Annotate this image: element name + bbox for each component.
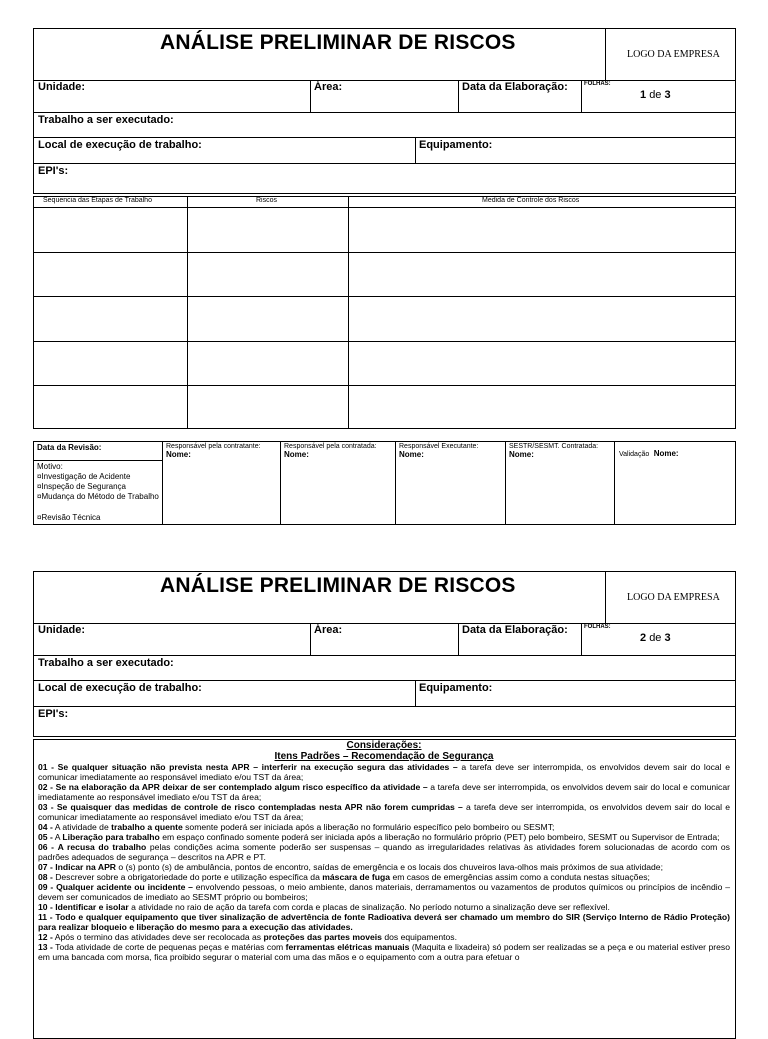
area-label: Área:: [314, 81, 343, 93]
steps-table: [33, 196, 736, 429]
consideracao-text: a tarefa deve ser interrompida, os envolvidos devem sair do local e comunicar imediatamente ao responsável imediato e/ou TST da área;: [38, 802, 731, 822]
consideracao-emphasis: Se na elaboração da APR deixar de ser contemplado algum risco específico da atividade –: [55, 782, 428, 792]
consideracao-number: 05 -: [38, 832, 53, 842]
consideracao-number: 07 -: [38, 862, 53, 872]
consideracao-item: [38, 932, 730, 942]
col-header-medidas: Medida de Controle dos Riscos: [482, 197, 580, 204]
consideracao-item: [38, 872, 730, 882]
epis-label: EPI's:: [38, 708, 69, 720]
consideracao-text: em espaço confinado somente poderá ser iniciada após a liberação no formulário próprio (PET) pelo bombeiro, SESMT ou Supervisor de Entrada;: [159, 832, 720, 842]
consideracoes-list: [38, 762, 730, 962]
consideracao-item: [38, 912, 730, 932]
consideracao-number: 13 -: [38, 942, 53, 952]
folhas-label: FOLHAS:: [584, 81, 611, 87]
form-title: ANÁLISE PRELIMINAR DE RISCOS: [160, 31, 516, 54]
motivo-label: Motivo:: [37, 462, 63, 471]
nome-label: Nome:: [284, 450, 309, 459]
consideracao-emphasis: Se qualquer situação não prevista nesta APR – interferir na execução segura das atividades –: [57, 762, 458, 772]
local-label: Local de execução de trabalho:: [38, 139, 202, 151]
consideracao-emphasis: ferramentas elétricas manuais: [285, 942, 410, 952]
company-logo-placeholder: LOGO DA EMPRESA: [627, 49, 720, 60]
motivo-item: ¤Inspeção de Segurança: [37, 482, 126, 491]
consideracao-item: [38, 802, 730, 822]
consideracao-item: [38, 832, 730, 842]
consideracao-number: 03 -: [38, 802, 54, 812]
consideracao-text: o (s) ponto (s) de ambulância, pontos de encontro, saídas de emergência e os locais dos chuveiros lava-olhos mais próximos de sua atividade;: [116, 862, 663, 872]
col-header-riscos: Riscos: [256, 197, 278, 204]
sesmt-label: SESTR/SESMT. Contratada:: [509, 443, 599, 450]
equipamento-label: Equipamento:: [419, 139, 493, 151]
trabalho-label: Trabalho a ser executado:: [38, 114, 174, 126]
area-label: Área:: [314, 624, 343, 636]
motivo-item: ¤Investigação de Acidente: [37, 472, 131, 481]
consideracao-emphasis: A recusa do trabalho: [57, 842, 147, 852]
unidade-label: Unidade:: [38, 81, 86, 93]
folhas-label: FOLHAS:: [584, 624, 611, 630]
sheet-number: 2 de 3: [640, 632, 671, 644]
consideracao-text: Descrever sobre a obrigatoriedade do porte e utilização específica da: [52, 872, 323, 882]
company-logo-placeholder: LOGO DA EMPRESA: [627, 592, 720, 603]
consideracao-text: envolvendo pessoas, o meio ambiente, danos materiais, derramamentos ou vazamentos de produtos químicos ou princípios de incêndio – devem ser comunicados de imediato ao SESMT próprio ou bombeiros;: [38, 882, 731, 902]
form-title: ANÁLISE PRELIMINAR DE RISCOS: [160, 574, 516, 597]
consideracao-number: 10 -: [38, 902, 53, 912]
motivo-item: ¤Revisão Técnica: [37, 513, 101, 522]
consideracao-text: A: [52, 832, 63, 842]
consideracao-emphasis: Qualquer acidente ou incidente –: [56, 882, 193, 892]
consideracao-number: 11 -: [38, 912, 53, 922]
consideracao-text: em casos de emergências assim como a conduta nestas situações;: [390, 872, 650, 882]
resp-contratante-label: Responsável pela contratante:: [166, 443, 261, 450]
consideracao-text: Após o termino das atividades deve ser recolocada as: [52, 932, 264, 942]
consideracao-item: [38, 822, 730, 832]
trabalho-label: Trabalho a ser executado:: [38, 657, 174, 669]
consideracao-emphasis: Se quaisquer das medidas de controle de risco contempladas nesta APR não forem cumpridas –: [56, 802, 463, 812]
sheet-number: 1 de 3: [640, 89, 671, 101]
data-revisao-label: Data da Revisão:: [37, 443, 102, 452]
consideracoes-subheading: Itens Padrões – Recomendação de Segurança: [274, 751, 494, 762]
consideracao-number: 06 -: [38, 842, 54, 852]
consideracao-emphasis: Identificar e isolar: [55, 902, 129, 912]
consideracao-number: 01 -: [38, 762, 55, 772]
data-elaboracao-label: Data da Elaboração:: [462, 81, 568, 93]
consideracao-text: A atividade de: [52, 822, 112, 832]
unidade-label: Unidade:: [38, 624, 86, 636]
consideracao-item: [38, 882, 730, 902]
consideracao-emphasis: Todo e qualquer equipamento que tiver sinalização de advertência de fonte Radioativa deverá ser chamado um membro do SIR (Serviço Interno de Rádio Proteção) para realizar bloqueio e liberação do mesmo para a execução das atividades.: [38, 912, 730, 932]
consideracao-text: (Maquita e lixadeira) só podem ser realizadas se a peça e ou material estiver preso em uma bancada com morsa, fica proibido segurar o material com uma das mãos e o equipamento com a outra para efetuar o: [38, 942, 730, 962]
consideracao-text: a atividade no raio de ação da tarefa com corda e placas de sinalização. No período noturno a sinalização deve ser reflexível.: [128, 902, 610, 912]
consideracao-text: Toda atividade de corte de pequenas peças e matérias com: [52, 942, 286, 952]
consideracao-item: [38, 782, 730, 802]
consideracao-number: 02 -: [38, 782, 54, 792]
consideracao-emphasis: Indicar na APR: [55, 862, 117, 872]
equipamento-label: Equipamento:: [419, 682, 493, 694]
nome-label: Nome:: [509, 450, 534, 459]
consideracao-item: [38, 762, 730, 782]
nome-label: Nome:: [166, 450, 191, 459]
col-header-etapas: Sequencia das Etapas de Trabalho: [43, 197, 152, 204]
consideracao-emphasis: trabalho a quente: [111, 822, 183, 832]
consideracoes-heading: Considerações:: [346, 740, 422, 751]
consideracao-text: somente poderá ser iniciada após a liberação no formulário específico pelo bombeiro ou SESMT;: [182, 822, 555, 832]
consideracao-text: a tarefa deve ser interrompida, os envolvidos devem sair do local e comunicar imediatamente ao responsável imediato e/ou TST da área;: [38, 762, 730, 782]
motivo-item: ¤Mudança do Método de Trabalho: [37, 492, 159, 501]
consideracao-item: [38, 842, 730, 862]
consideracao-number: 08 -: [38, 872, 53, 882]
consideracao-emphasis: Liberação para trabalho: [62, 832, 160, 842]
validacao-label: Validação Nome:: [619, 449, 679, 458]
consideracao-text: pelas condições acima somente poderão ser suspensas – quando as irregularidades relativas às atividades forem solucionadas de acordo com os padrões adequados de segurança – descritos na APR e PT.: [38, 842, 730, 862]
consideracoes-section: [38, 740, 730, 962]
consideracao-number: 09 -: [38, 882, 54, 892]
nome-label: Nome:: [399, 450, 424, 459]
data-elaboracao-label: Data da Elaboração:: [462, 624, 568, 636]
consideracao-item: [38, 862, 730, 872]
resp-executante-label: Responsável Executante:: [399, 443, 479, 450]
local-label: Local de execução de trabalho:: [38, 682, 202, 694]
consideracao-text: dos equipamentos.: [381, 932, 457, 942]
consideracao-item: [38, 942, 730, 962]
consideracao-item: [38, 902, 730, 912]
consideracao-text: a tarefa deve ser interrompida, os envolvidos devem sair do local e comunicar imediatamente ao responsável imediato e/ou TST da área;: [38, 782, 730, 802]
consideracao-number: 12 -: [38, 932, 53, 942]
resp-contratada-label: Responsável pela contratada:: [284, 443, 377, 450]
consideracao-number: 04 -: [38, 822, 53, 832]
consideracao-emphasis: proteções das partes moveis: [263, 932, 382, 942]
consideracao-emphasis: máscara de fuga: [322, 872, 391, 882]
epis-label: EPI's:: [38, 165, 69, 177]
